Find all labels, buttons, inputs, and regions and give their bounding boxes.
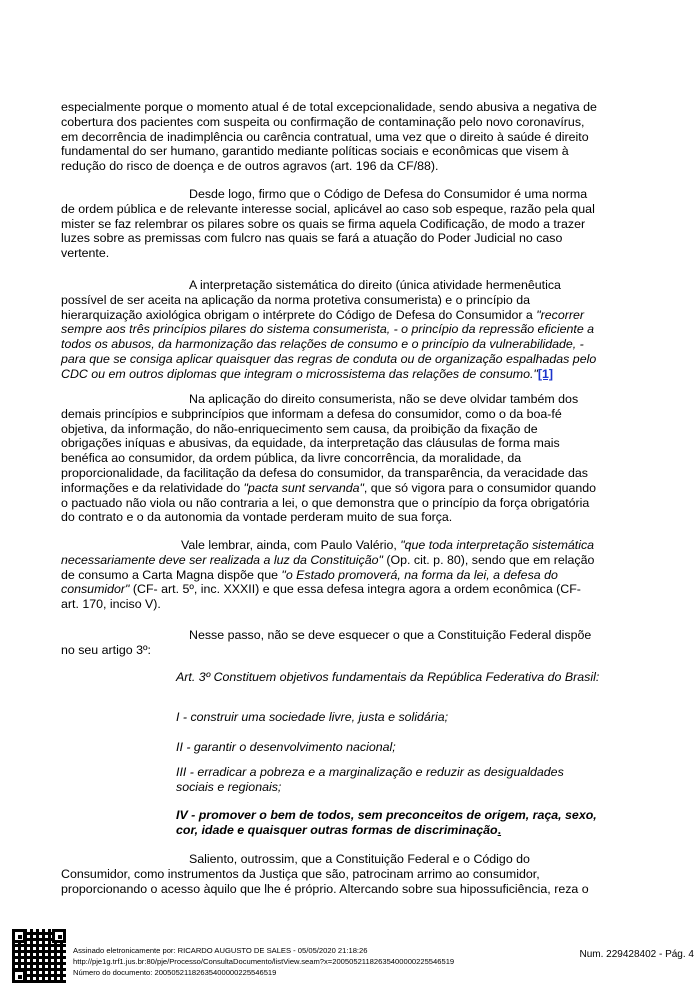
signature-footer	[0, 925, 700, 991]
paragraph-4	[61, 392, 601, 525]
article-3-heading: Art. 3º Constituem objetivos fundamentais da República Federativa do Brasil:	[176, 670, 600, 684]
article-3-item-3: III - erradicar a pobreza e a marginalização e reduzir as desigualdades sociais e regionais;	[176, 765, 564, 794]
paragraph-7-text: Saliento, outrossim, que a Constituição Federal e o Código do Consumidor, como instrumentos da Justiça que são, patrocinam arrimo ao consumidor, proporcionando o acesso àquilo que lhe é próprio. Altercando sobre sua hipossuficiência, reza o	[61, 852, 589, 896]
paragraph-3-text: A interpretação sistemática do direito (única atividade hermenêutica possível de ser aceita na aplicação da norma protetiva consumerista) e o princípio da hierarquização axiológica obrigam o intérprete do Código de Defesa do Consumidor a	[61, 278, 561, 322]
paragraph-1	[61, 100, 601, 174]
document-url-link[interactable]: http://pje1g.trf1.jus.br:80/pje/Processo/ConsultaDocumento/listView.seam?x=20050521182635400000225546519	[73, 957, 455, 966]
paragraph-4-latin-term: "pacta sunt servanda"	[243, 480, 364, 495]
paragraph-5-text-mid: (Op. cit. p. 80), sendo que em relação de consumo a Carta Magna dispõe que	[61, 552, 595, 582]
qr-finder-marker	[12, 929, 26, 943]
qr-finder-marker	[52, 929, 66, 943]
signed-by-text: Assinado eletronicamente por: RICARDO AUGUSTO DE SALES - 05/05/2020 21:18:26	[73, 946, 368, 955]
paragraph-5-text-end: (CF- art. 5º, inc. XXXII) e que essa defesa integra agora a ordem econômica (CF- art. 170, inciso V).	[61, 582, 581, 612]
article-3-item-4-end: .	[497, 822, 502, 837]
paragraph-7	[61, 852, 601, 896]
qr-finder-marker	[12, 969, 26, 983]
paragraph-6	[61, 628, 601, 658]
paragraph-4-text: Na aplicação do direito consumerista, não se deve olvidar também dos demais princípios e subprincípios que informam a defesa do consumidor, como o da boa-fé objetiva, da informação, do não-enriquecimento sem causa, da proibição da fixação de obrigações iníquas e abusivas, da equidade, da interpretação das cláusulas de forma mais benéfica ao consumidor, da ordem pública, da livre concorrência, da moralidade, da proporcionalidade, da facilitação da defesa do consumidor, da transparência, da veracidade das informações e da relatividade do	[61, 392, 588, 495]
signature-metadata	[73, 945, 454, 978]
paragraph-2-text: Desde logo, firmo que o Código de Defesa do Consumidor é uma norma de ordem pública e de relevante interesse social, aplicável ao caso sob espeque, razão pela qual mister se faz relembrar os pilares sobre os quais se firma aquela Codificação, de modo a trazer luzes sobre as premissas com fulcro nas quais se fará a atuação do Poder Judicial no caso vertente.	[61, 187, 595, 261]
paragraph-5	[61, 538, 601, 612]
article-3-item-1: I - construir uma sociedade livre, justa e solidária;	[176, 710, 449, 724]
paragraph-5-text: Vale lembrar, ainda, com Paulo Valério,	[181, 538, 401, 552]
paragraph-3	[61, 278, 601, 382]
page-reference: Num. 229428402 - Pág. 4	[579, 949, 694, 960]
article-3-item-2: II - garantir o desenvolvimento nacional;	[176, 740, 396, 754]
paragraph-4-text-end: , que só vigora para o consumidor quando o pactuado não viola ou não contraria a lei, o que demonstra que o princípio da força obrigatória do contrato e o da autonomia da vontade perderam muito de sua força.	[61, 480, 597, 525]
qr-code-icon	[12, 929, 66, 983]
paragraph-1-text: especialmente porque o momento atual é de total excepcionalidade, sendo abusiva a negativa de cobertura dos pacientes com suspeita ou confirmação de contaminação pelo novo coronavírus, em decorrência de inadimplência ou carência contratual, uma vez que o direito à saúde é direito fundamental do ser humano, garantido mediante políticas sociais e econômicas que visem à redução do risco de doença e de outros agravos (art. 196 da CF/88).	[61, 100, 597, 174]
document-number: Número do documento: 20050521182635400000225546519	[73, 968, 277, 977]
article-3-item-4-text: IV - promover o bem de todos, sem preconceitos de origem, raça, sexo, cor, idade e quaisquer outras formas de discriminação	[176, 808, 597, 837]
paragraph-3-quote: "recorrer sempre aos três princípios pilares do sistema consumerista, - o princípio da repressão eficiente a todos os abusos, da harmonização das relações de consumo e o princípio da vulnerabilidade, - para que se consiga aplicar quaisquer das regras de conduta ou de organização espalhadas pelo CDC ou em outros diplomas que integram o microssistema das relações de consumo."	[61, 307, 597, 381]
paragraph-6-text: Nesse passo, não se deve esquecer o que a Constituição Federal dispõe no seu artigo 3º:	[61, 628, 592, 657]
paragraph-2	[61, 187, 601, 261]
article-3-item-4	[176, 808, 604, 838]
footnote-link[interactable]: [1]	[537, 366, 553, 381]
paragraph-5-quote-1: "que toda interpretação sistemática necessariamente deve ser realizada a luz da Constituição"	[61, 538, 595, 567]
paragraph-5-quote-2: "o Estado promoverá, na forma da lei, a defesa do consumidor"	[61, 567, 558, 597]
